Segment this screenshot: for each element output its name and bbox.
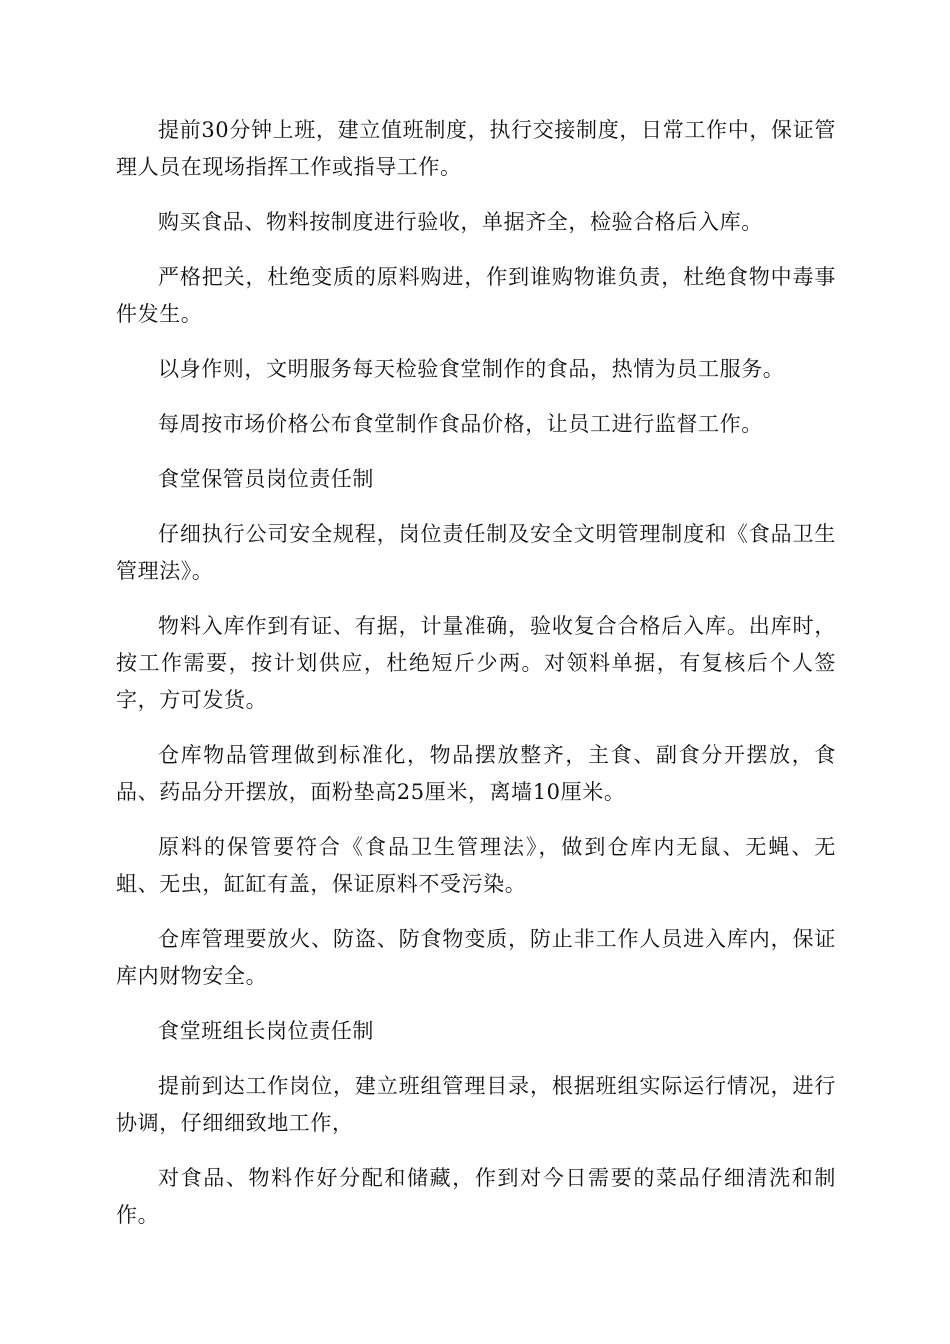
document-body xyxy=(116,112,836,1252)
paragraph: 每周按市场价格公布食堂制作食品价格，让员工进行监督工作。 xyxy=(158,412,763,436)
paragraph: 对食品、物料作好分配和储藏，作到对今日需要的菜品仔细清洗和制作。 xyxy=(116,1166,836,1227)
paragraph: 以身作则，文明服务每天检验食堂制作的食品，热情为员工服务。 xyxy=(158,357,785,381)
section-heading: 食堂保管员岗位责任制 xyxy=(158,467,374,491)
paragraph: 仔细执行公司安全规程，岗位责任制及安全文明管理制度和《食品卫生管理法》。 xyxy=(116,522,836,583)
paragraph: 严格把关，杜绝变质的原料购进，作到谁购物谁负责，杜绝食物中毒事件发生。 xyxy=(116,265,836,326)
paragraph: 提前到达工作岗位，建立班组管理目录，根据班组实际运行情况，进行协调，仔细细致地工作， xyxy=(116,1074,836,1135)
paragraph: 购买食品、物料按制度进行验收，单据齐全，检验合格后入库。 xyxy=(158,210,763,234)
paragraph: 提前30分钟上班，建立值班制度，执行交接制度，日常工作中，保证管理人员在现场指挥工作或指导工作。 xyxy=(116,118,836,179)
paragraph: 仓库物品管理做到标准化，物品摆放整齐，主食、副食分开摆放，食品、药品分开摆放，面粉垫高25厘米，离墙10厘米。 xyxy=(116,743,836,804)
section-heading: 食堂班组长岗位责任制 xyxy=(158,1019,374,1043)
paragraph: 仓库管理要放火、防盗、防食物变质，防止非工作人员进入库内，保证库内财物安全。 xyxy=(116,927,836,988)
paragraph: 原料的保管要符合《食品卫生管理法》，做到仓库内无鼠、无蝇、无蛆、无虫，缸缸有盖，保证原料不受污染。 xyxy=(116,835,836,896)
paragraph: 物料入库作到有证、有据，计量准确，验收复合合格后入库。出库时，按工作需要，按计划供应，杜绝短斤少两。对领料单据，有复核后个人签字，方可发货。 xyxy=(116,614,836,712)
